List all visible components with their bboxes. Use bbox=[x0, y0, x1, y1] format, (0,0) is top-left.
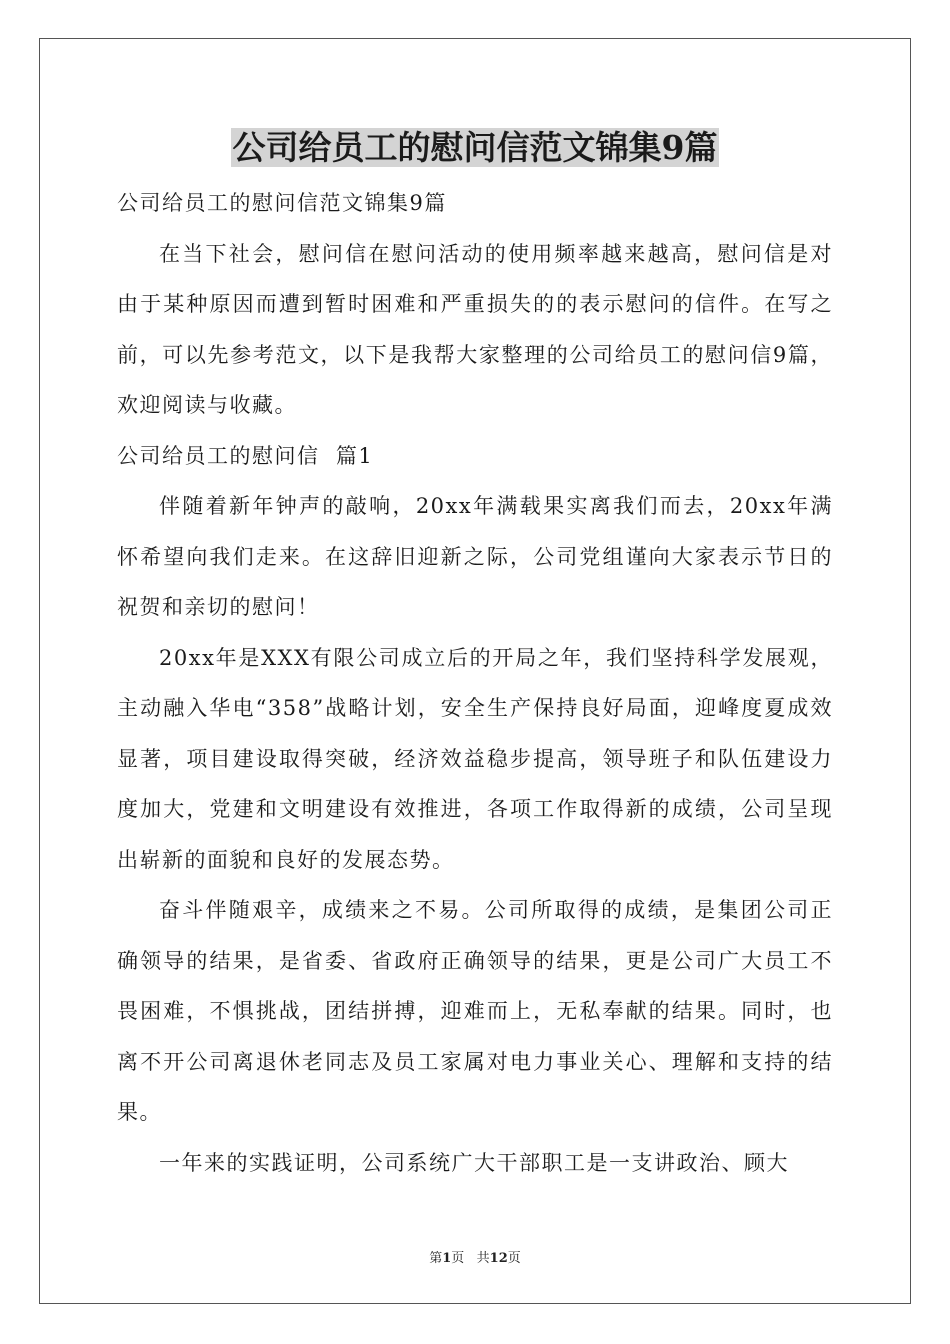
body-paragraph: 一年来的实践证明，公司系统广大干部职工是一支讲政治、顾大 bbox=[159, 1150, 789, 1175]
document-title: 公司给员工的慰问信范文锦集9篇 bbox=[232, 128, 718, 167]
document-body bbox=[117, 178, 833, 1188]
body-paragraph: 20xx年是XXX有限公司成立后的开局之年，我们坚持科学发展观，主动融入华电“358”战略计划，安全生产保持良好局面，迎峰度夏成效显著，项目建设取得突破，经济效益稳步提高，领导班子和队伍建设力度加大，党建和文明建设有效推进，各项工作取得新的成绩，公司呈现出崭新的面貌和良好的发展态势。 bbox=[117, 645, 833, 872]
total-page-count: 12 bbox=[489, 1251, 508, 1266]
footer-middle: 页 共 bbox=[451, 1251, 490, 1266]
document-subtitle: 公司给员工的慰问信范文锦集9篇 bbox=[117, 191, 447, 215]
body-paragraph: 伴随着新年钟声的敲响，20xx年满载果实离我们而去，20xx年满怀希望向我们走来。在这辞旧迎新之际，公司党组谨向大家表示节日的祝贺和亲切的慰问！ bbox=[117, 494, 833, 619]
current-page-number: 1 bbox=[442, 1251, 452, 1266]
section-heading: 公司给员工的慰问信 篇1 bbox=[117, 443, 374, 468]
intro-paragraph: 在当下社会，慰问信在慰问活动的使用频率越来越高，慰问信是对由于某种原因而遭到暂时困难和严重损失的的表示慰问的信件。在写之前，可以先参考范文，以下是我帮大家整理的公司给员工的慰问信9篇，欢迎阅读与收藏。 bbox=[117, 241, 833, 417]
page-footer bbox=[0, 1247, 950, 1266]
footer-suffix: 页 bbox=[507, 1251, 521, 1266]
footer-prefix: 第 bbox=[429, 1251, 443, 1266]
body-paragraph: 奋斗伴随艰辛，成绩来之不易。公司所取得的成绩，是集团公司正确领导的结果，是省委、省政府正确领导的结果，更是公司广大员工不畏困难，不惧挑战，团结拼搏，迎难而上，无私奉献的结果。同时，也离不开公司离退休老同志及员工家属对电力事业关心、理解和支持的结果。 bbox=[117, 898, 833, 1124]
